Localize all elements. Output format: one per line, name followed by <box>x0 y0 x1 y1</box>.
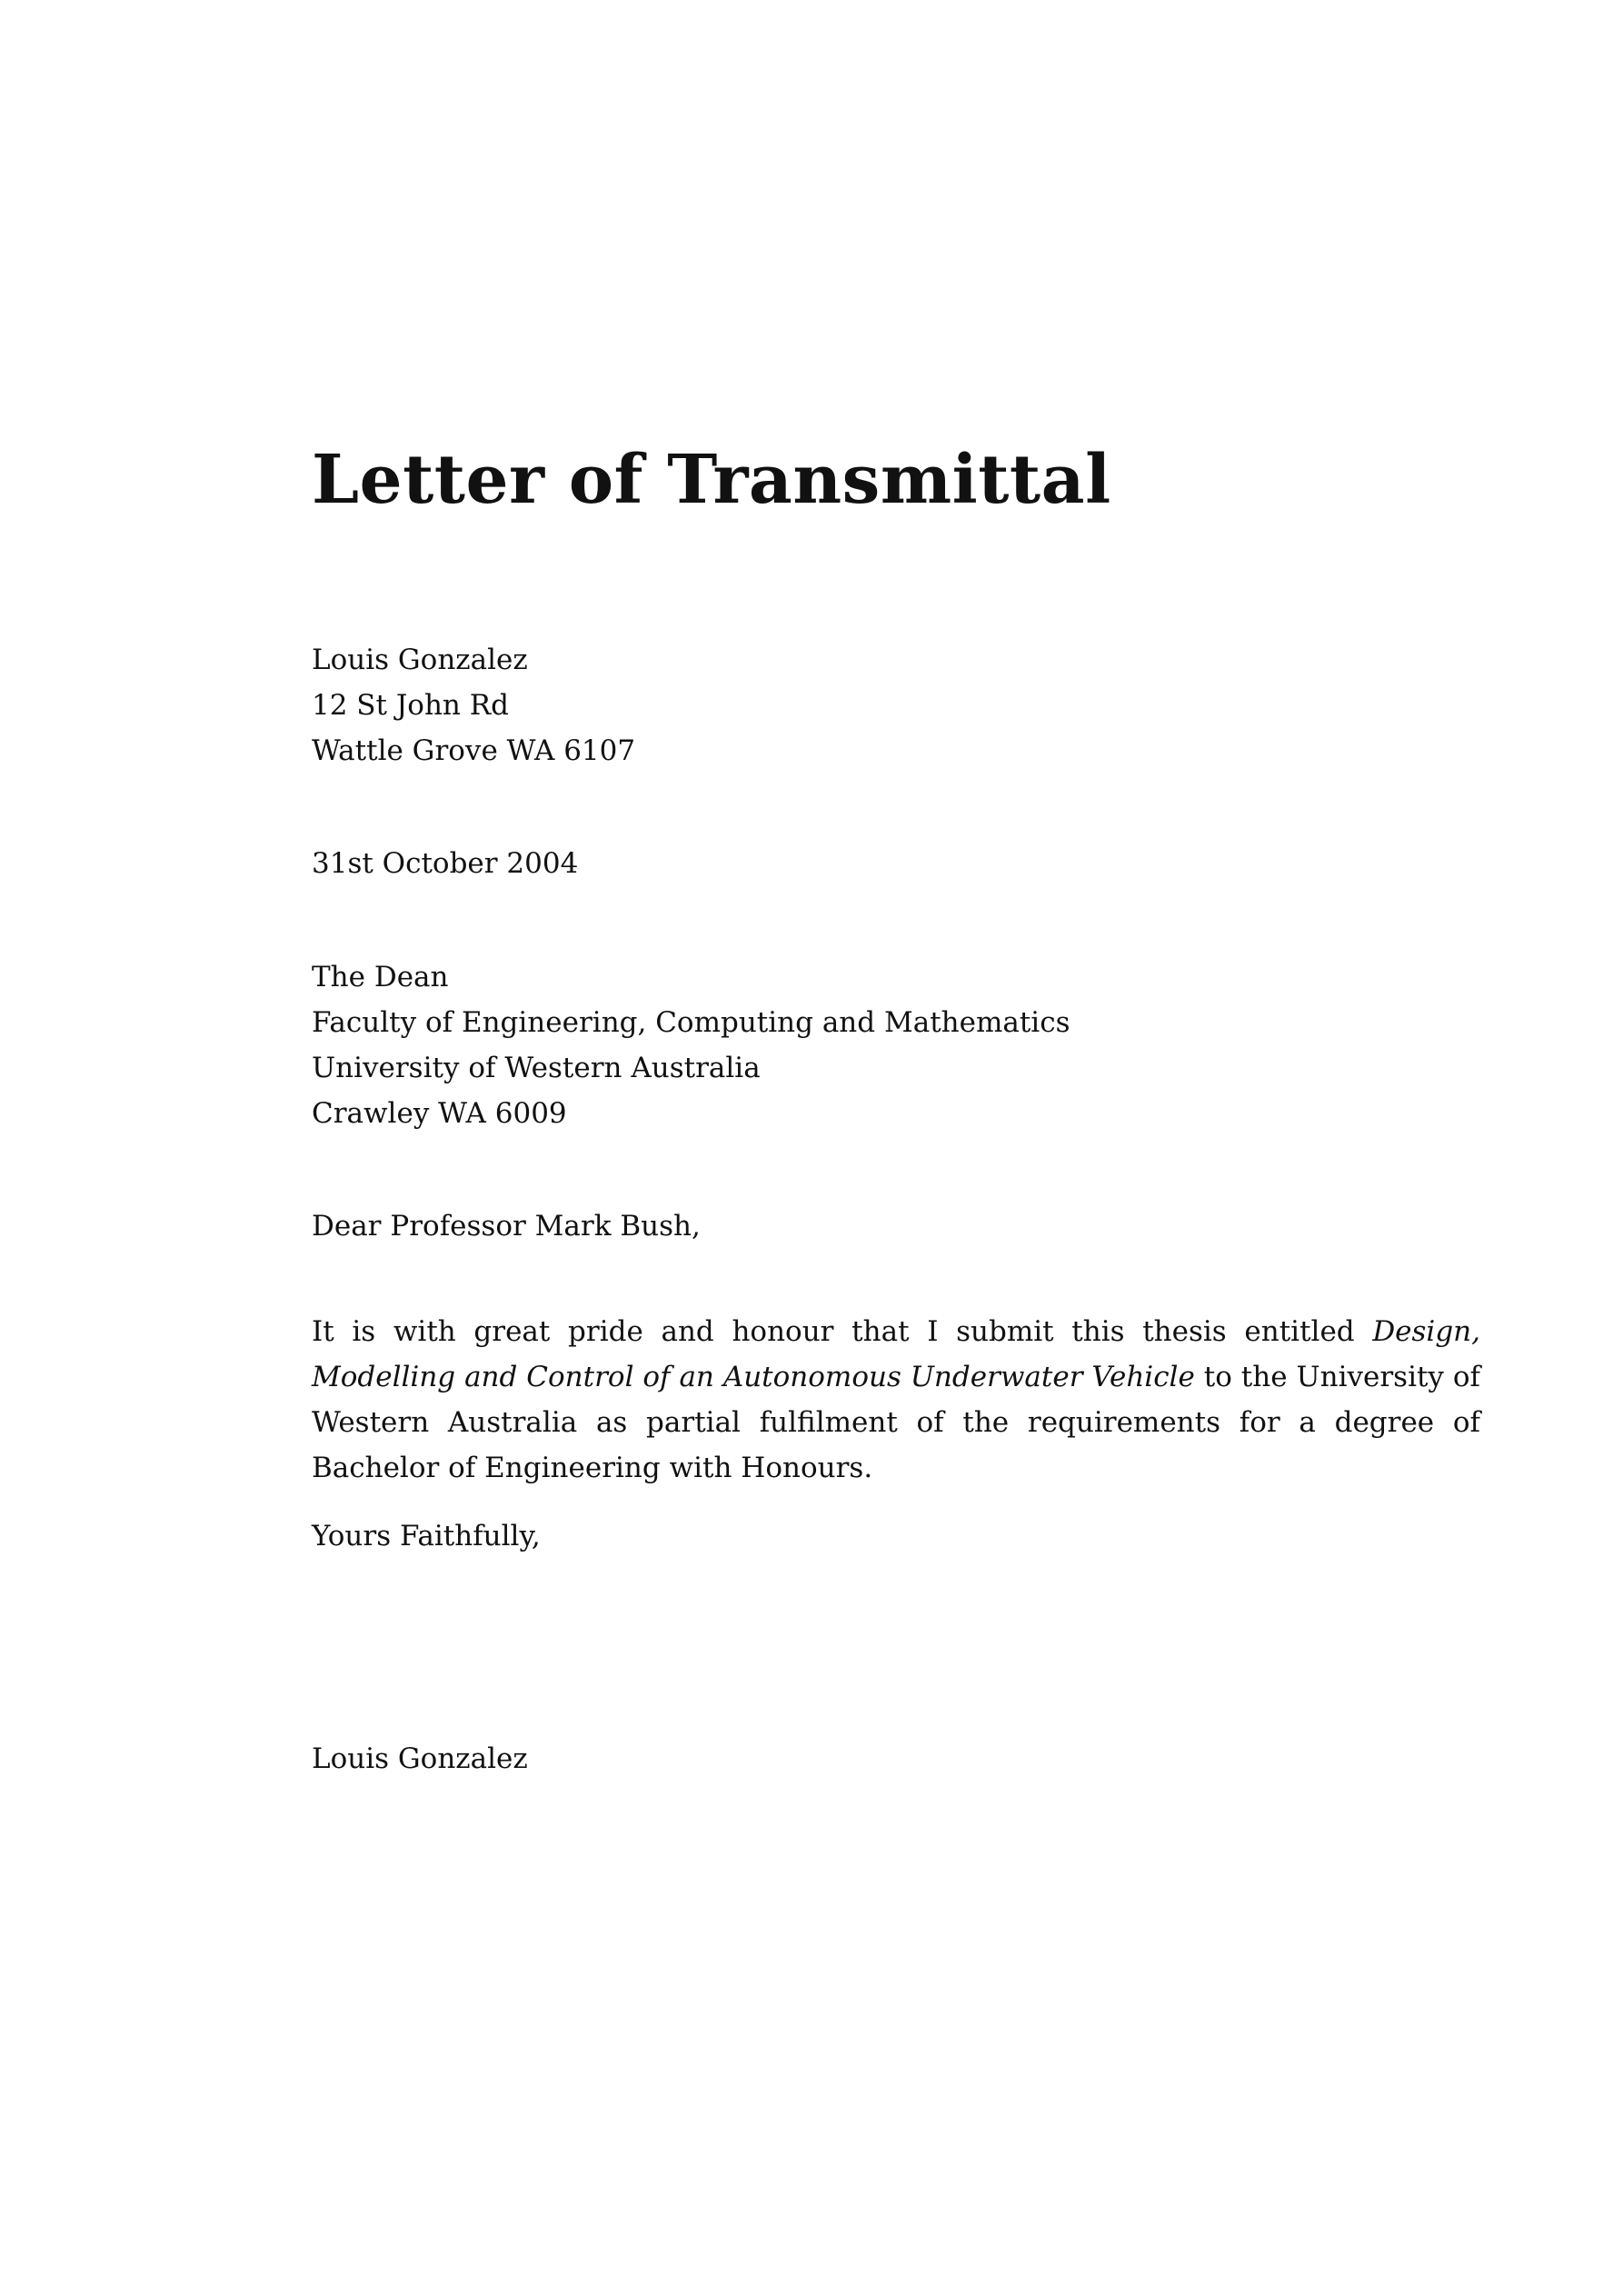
recipient-line-2: Faculty of Engineering, Computing and Mathematics <box>312 1006 1070 1039</box>
recipient-address <box>312 954 1070 1136</box>
sender-name: Louis Gonzalez <box>312 644 528 676</box>
sender-city: Wattle Grove WA 6107 <box>312 734 636 767</box>
page-title: Letter of Transmittal <box>312 441 1111 519</box>
recipient-line-4: Crawley WA 6009 <box>312 1097 567 1130</box>
recipient-line-1: The Dean <box>312 961 449 993</box>
closing: Yours Faithfully, <box>312 1520 541 1552</box>
thesis-title: Design, Modelling and Control of an Autonomous Underwater Vehicle <box>312 1315 1480 1393</box>
body-text-after-title: to the University of Western Australia as partial fulfilment of the requirements for a degree of Bachelor of Engineering with Honours. <box>312 1361 1481 1484</box>
salutation: Dear Professor Mark Bush, <box>312 1210 701 1243</box>
sender-street: 12 St John Rd <box>312 689 509 722</box>
recipient-line-3: University of Western Australia <box>312 1052 761 1084</box>
letter-date: 31st October 2004 <box>312 847 579 880</box>
body-paragraph <box>312 1309 1480 1491</box>
sender-address <box>312 637 635 774</box>
body-text-before-title: It is with great pride and honour that I submit this thesis entitled <box>312 1315 1373 1348</box>
signature-name: Louis Gonzalez <box>312 1742 528 1775</box>
